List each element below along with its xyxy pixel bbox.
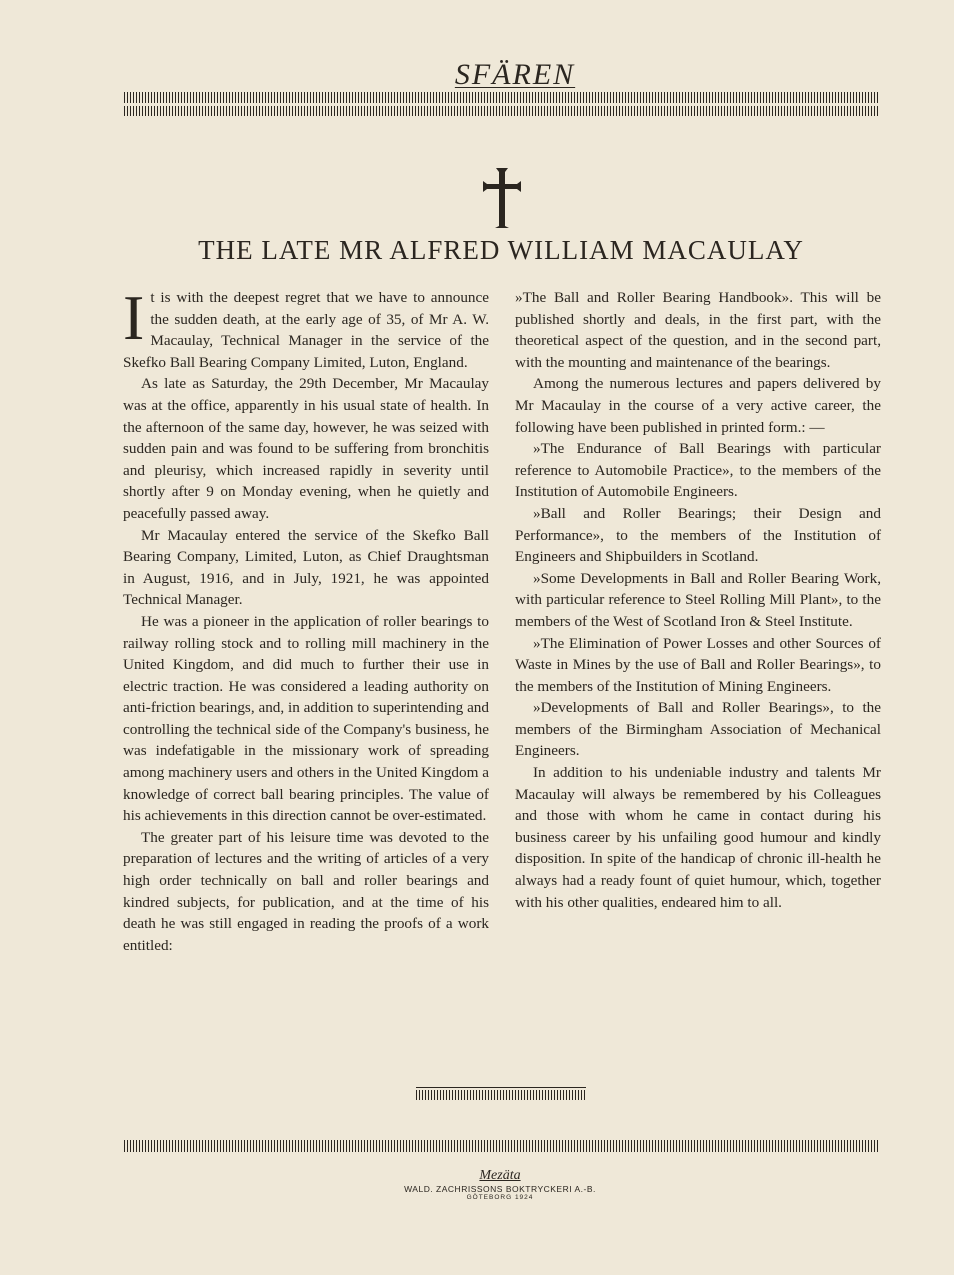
paragraph: »The Ball and Roller Bearing Handbook». This will be published shortly and deals, in the first part, with the theoretical aspect of the question, and in the second part, with the mounting and maintenance of the bearings. [515,289,881,371]
paragraph: In addition to his undeniable industry and talents Mr Macaulay will always be remembered by his Colleagues and those with whom he came in contact during his business career by his unfailing good humour and kindly disposition. In spite of the handicap of chronic ill-health he always had a ready fount of quiet humour, which, together with his other qualities, endeared him to all. [515,764,881,911]
left-column [123,282,489,956]
paragraph: As late as Saturday, the 29th December, Mr Macaulay was at the office, apparently in his usual state of health. In the afternoon of the same day, however, he was seized with sudden pain and was found to be suffering from bronchitis and pleurisy, which increased rapidly in severity until shortly after 9 on Monday evening, when he quietly and peacefully passed away. [123,375,489,522]
paragraph: »Ball and Roller Bearings; their Design and Performance», to the members of the Institution of Engineers and Shipbuilders in Scotland. [515,504,881,566]
top-rule-upper [124,92,878,103]
cross-icon [477,168,527,228]
printer-name: WALD. ZACHRISSONS BOKTRYCKERI A.-B. [404,1184,596,1194]
paragraph: »The Endurance of Ball Bearings with particular reference to Automobile Practice», to the members of the Institution of Automobile Engineers. [515,440,881,501]
bottom-rule [124,1140,878,1152]
top-rule-lower [124,106,878,116]
paragraph: »Some Developments in Ball and Roller Bearing Work, with particular reference to Steel Rolling Mill Plant», to the members of the West of Scotland Iron & Steel Institute. [515,569,881,630]
paragraph: He was a pioneer in the application of roller bearings to railway rolling stock and to rolling mill machinery in the United Kingdom, and did much to further their use in electric traction. He was considered a leading authority on anti-friction bearings, and, in addition to superintending and controlling the technical side of the Company's business, he was indefatigable in the missionary work of spreading among machinery users and others in the United Kingdom a knowledge of correct ball bearing principles. The value of his achievements in this direction cannot be over-estimated. [123,612,489,825]
paragraph: »Developments of Ball and Roller Bearings», to the members of the Birmingham Association of Mechanical Engineers. [515,699,881,760]
right-column [515,287,881,913]
article-title: THE LATE MR ALFRED WILLIAM MACAULAY [198,235,804,265]
paragraph: Mr Macaulay entered the service of the Skefko Ball Bearing Company, Limited, Luton, as Chief Draughtsman in August, 1916, and in July, 1921, he was appointed Technical Manager. [123,526,489,609]
printer-city-year: GÖTEBORG 1924 [466,1194,534,1201]
paragraph [123,282,489,373]
mid-rule-line [416,1087,586,1088]
printer-logo: Mezäta [479,1168,521,1183]
paragraph-text: t is with the deepest regret that we have to announce the sudden death, at the early age of 35, of Mr A. W. Macaulay, Technical Manager in the service of the Skefko Ball Bearing Company Limited, Luton, England. [123,289,489,371]
dropcap: I [123,282,145,353]
paragraph: The greater part of his leisure time was devoted to the preparation of lectures and the writing of articles of a very high order technically on ball and roller bearings and kindred subjects, for publication, and at the time of his death he was still engaged in reading the proofs of a work entitled: [123,828,489,954]
mid-rule [416,1090,586,1100]
paragraph: »The Elimination of Power Losses and other Sources of Waste in Mines by the use of Ball and Roller Bearings», to the members of the Institution of Mining Engineers. [515,634,881,695]
paragraph: Among the numerous lectures and papers delivered by Mr Macaulay in the course of a very active career, the following have been published in printed form.: — [515,375,881,436]
printer-imprint [350,1168,650,1201]
masthead: SFÄREN [454,58,576,91]
